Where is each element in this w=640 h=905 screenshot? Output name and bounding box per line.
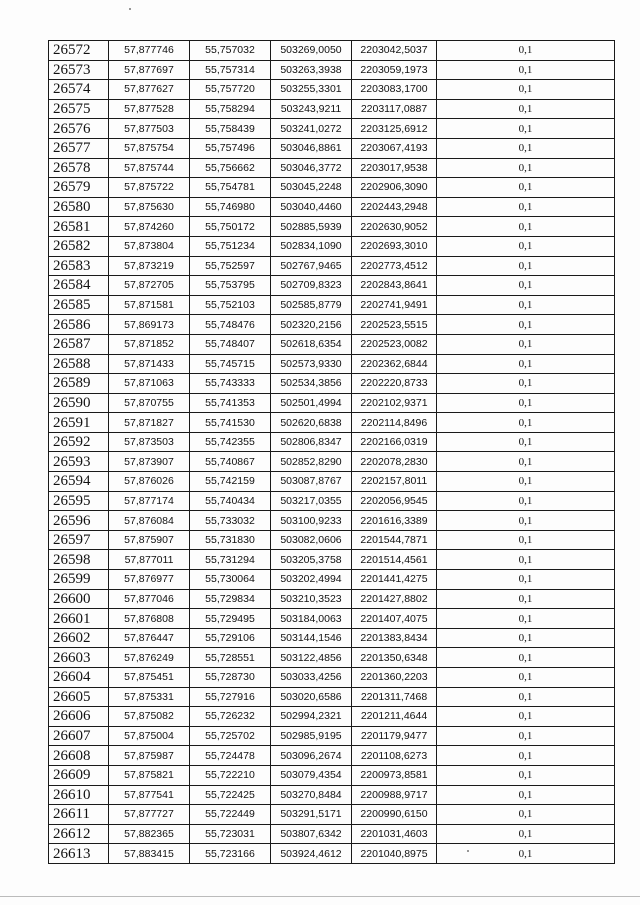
longitude-cell: 55,742355 <box>190 432 271 452</box>
latitude-cell: 57,871852 <box>109 334 190 354</box>
point-number-cell: 26604 <box>49 668 109 688</box>
accuracy-cell: 0,1 <box>437 354 615 374</box>
y-coordinate-cell: 2202693,3010 <box>352 236 437 256</box>
accuracy-cell: 0,1 <box>437 217 615 237</box>
accuracy-cell: 0,1 <box>437 570 615 590</box>
point-number-cell: 26590 <box>49 393 109 413</box>
accuracy-cell: 0,1 <box>437 138 615 158</box>
accuracy-cell: 0,1 <box>437 668 615 688</box>
longitude-cell: 55,741530 <box>190 413 271 433</box>
point-number-cell: 26600 <box>49 589 109 609</box>
x-coordinate-cell: 503087,8767 <box>271 472 352 492</box>
y-coordinate-cell: 2202443,2948 <box>352 197 437 217</box>
x-coordinate-cell: 502534,3856 <box>271 374 352 394</box>
accuracy-cell: 0,1 <box>437 295 615 315</box>
accuracy-cell: 0,1 <box>437 746 615 766</box>
longitude-cell: 55,724478 <box>190 746 271 766</box>
table-row <box>49 413 615 433</box>
x-coordinate-cell: 503255,3301 <box>271 80 352 100</box>
latitude-cell: 57,871433 <box>109 354 190 374</box>
accuracy-cell: 0,1 <box>437 628 615 648</box>
table-row <box>49 197 615 217</box>
table-row <box>49 805 615 825</box>
point-number-cell: 26606 <box>49 707 109 727</box>
longitude-cell: 55,752103 <box>190 295 271 315</box>
y-coordinate-cell: 2201544,7871 <box>352 530 437 550</box>
latitude-cell: 57,876808 <box>109 609 190 629</box>
table-row <box>49 726 615 746</box>
longitude-cell: 55,741353 <box>190 393 271 413</box>
table-row <box>49 472 615 492</box>
accuracy-cell: 0,1 <box>437 785 615 805</box>
table-row <box>49 99 615 119</box>
x-coordinate-cell: 503269,0050 <box>271 41 352 61</box>
table-row <box>49 80 615 100</box>
point-number-cell: 26605 <box>49 687 109 707</box>
y-coordinate-cell: 2201383,8434 <box>352 628 437 648</box>
y-coordinate-cell: 2202741,9491 <box>352 295 437 315</box>
point-number-cell: 26595 <box>49 491 109 511</box>
accuracy-cell: 0,1 <box>437 530 615 550</box>
point-number-cell: 26576 <box>49 119 109 139</box>
point-number-cell: 26602 <box>49 628 109 648</box>
y-coordinate-cell: 2203067,4193 <box>352 138 437 158</box>
table-row <box>49 824 615 844</box>
table-row <box>49 236 615 256</box>
y-coordinate-cell: 2203125,6912 <box>352 119 437 139</box>
x-coordinate-cell: 503243,9211 <box>271 99 352 119</box>
latitude-cell: 57,875630 <box>109 197 190 217</box>
accuracy-cell: 0,1 <box>437 452 615 472</box>
latitude-cell: 57,869173 <box>109 315 190 335</box>
latitude-cell: 57,882365 <box>109 824 190 844</box>
x-coordinate-cell: 502501,4994 <box>271 393 352 413</box>
table-row <box>49 138 615 158</box>
longitude-cell: 55,740434 <box>190 491 271 511</box>
table-row <box>49 765 615 785</box>
longitude-cell: 55,729495 <box>190 609 271 629</box>
x-coordinate-cell: 503202,4994 <box>271 570 352 590</box>
point-number-cell: 26581 <box>49 217 109 237</box>
x-coordinate-cell: 503924,4612 <box>271 844 352 864</box>
x-coordinate-cell: 502852,8290 <box>271 452 352 472</box>
accuracy-cell: 0,1 <box>437 374 615 394</box>
longitude-cell: 55,722449 <box>190 805 271 825</box>
table-row <box>49 41 615 61</box>
accuracy-cell: 0,1 <box>437 844 615 864</box>
latitude-cell: 57,877697 <box>109 60 190 80</box>
longitude-cell: 55,757032 <box>190 41 271 61</box>
latitude-cell: 57,871827 <box>109 413 190 433</box>
longitude-cell: 55,723031 <box>190 824 271 844</box>
table-row <box>49 628 615 648</box>
table-row <box>49 158 615 178</box>
accuracy-cell: 0,1 <box>437 707 615 727</box>
latitude-cell: 57,877503 <box>109 119 190 139</box>
point-number-cell: 26607 <box>49 726 109 746</box>
y-coordinate-cell: 2201441,4275 <box>352 570 437 590</box>
y-coordinate-cell: 2201211,4644 <box>352 707 437 727</box>
x-coordinate-cell: 502994,2321 <box>271 707 352 727</box>
point-number-cell: 26584 <box>49 276 109 296</box>
table-row <box>49 217 615 237</box>
x-coordinate-cell: 503046,3772 <box>271 158 352 178</box>
y-coordinate-cell: 2201407,4075 <box>352 609 437 629</box>
longitude-cell: 55,757314 <box>190 60 271 80</box>
latitude-cell: 57,883415 <box>109 844 190 864</box>
point-number-cell: 26582 <box>49 236 109 256</box>
y-coordinate-cell: 2200990,6150 <box>352 805 437 825</box>
table-row <box>49 785 615 805</box>
scan-speck <box>129 8 131 10</box>
point-number-cell: 26580 <box>49 197 109 217</box>
x-coordinate-cell: 502767,9465 <box>271 256 352 276</box>
longitude-cell: 55,726232 <box>190 707 271 727</box>
y-coordinate-cell: 2202362,6844 <box>352 354 437 374</box>
coordinates-table-body <box>49 41 615 864</box>
table-row <box>49 452 615 472</box>
table-row <box>49 511 615 531</box>
y-coordinate-cell: 2201514,4561 <box>352 550 437 570</box>
latitude-cell: 57,877541 <box>109 785 190 805</box>
x-coordinate-cell: 503807,6342 <box>271 824 352 844</box>
x-coordinate-cell: 502806,8347 <box>271 432 352 452</box>
latitude-cell: 57,875754 <box>109 138 190 158</box>
longitude-cell: 55,740867 <box>190 452 271 472</box>
y-coordinate-cell: 2202114,8496 <box>352 413 437 433</box>
latitude-cell: 57,873219 <box>109 256 190 276</box>
table-row <box>49 354 615 374</box>
x-coordinate-cell: 503096,2674 <box>271 746 352 766</box>
x-coordinate-cell: 503079,4354 <box>271 765 352 785</box>
table-row <box>49 707 615 727</box>
accuracy-cell: 0,1 <box>437 178 615 198</box>
accuracy-cell: 0,1 <box>437 472 615 492</box>
point-number-cell: 26578 <box>49 158 109 178</box>
y-coordinate-cell: 2202102,9371 <box>352 393 437 413</box>
accuracy-cell: 0,1 <box>437 41 615 61</box>
table-row <box>49 178 615 198</box>
table-row <box>49 374 615 394</box>
x-coordinate-cell: 502985,9195 <box>271 726 352 746</box>
longitude-cell: 55,723166 <box>190 844 271 864</box>
longitude-cell: 55,750172 <box>190 217 271 237</box>
latitude-cell: 57,873503 <box>109 432 190 452</box>
latitude-cell: 57,876249 <box>109 648 190 668</box>
accuracy-cell: 0,1 <box>437 726 615 746</box>
y-coordinate-cell: 2202523,0082 <box>352 334 437 354</box>
accuracy-cell: 0,1 <box>437 315 615 335</box>
point-number-cell: 26588 <box>49 354 109 374</box>
latitude-cell: 57,875744 <box>109 158 190 178</box>
longitude-cell: 55,753795 <box>190 276 271 296</box>
longitude-cell: 55,756662 <box>190 158 271 178</box>
latitude-cell: 57,874260 <box>109 217 190 237</box>
y-coordinate-cell: 2200973,8581 <box>352 765 437 785</box>
accuracy-cell: 0,1 <box>437 158 615 178</box>
longitude-cell: 55,722425 <box>190 785 271 805</box>
point-number-cell: 26589 <box>49 374 109 394</box>
x-coordinate-cell: 503045,2248 <box>271 178 352 198</box>
accuracy-cell: 0,1 <box>437 648 615 668</box>
point-number-cell: 26575 <box>49 99 109 119</box>
point-number-cell: 26579 <box>49 178 109 198</box>
latitude-cell: 57,877727 <box>109 805 190 825</box>
x-coordinate-cell: 502709,8323 <box>271 276 352 296</box>
point-number-cell: 26591 <box>49 413 109 433</box>
point-number-cell: 26599 <box>49 570 109 590</box>
x-coordinate-cell: 503184,0063 <box>271 609 352 629</box>
table-row <box>49 276 615 296</box>
y-coordinate-cell: 2202773,4512 <box>352 256 437 276</box>
accuracy-cell: 0,1 <box>437 687 615 707</box>
longitude-cell: 55,729834 <box>190 589 271 609</box>
point-number-cell: 26608 <box>49 746 109 766</box>
point-number-cell: 26587 <box>49 334 109 354</box>
x-coordinate-cell: 503291,5171 <box>271 805 352 825</box>
latitude-cell: 57,873907 <box>109 452 190 472</box>
point-number-cell: 26573 <box>49 60 109 80</box>
longitude-cell: 55,752597 <box>190 256 271 276</box>
y-coordinate-cell: 2201311,7468 <box>352 687 437 707</box>
longitude-cell: 55,728730 <box>190 668 271 688</box>
longitude-cell: 55,729106 <box>190 628 271 648</box>
longitude-cell: 55,758439 <box>190 119 271 139</box>
accuracy-cell: 0,1 <box>437 60 615 80</box>
longitude-cell: 55,731294 <box>190 550 271 570</box>
table-row <box>49 648 615 668</box>
x-coordinate-cell: 502834,1090 <box>271 236 352 256</box>
y-coordinate-cell: 2203117,0887 <box>352 99 437 119</box>
latitude-cell: 57,873804 <box>109 236 190 256</box>
latitude-cell: 57,876977 <box>109 570 190 590</box>
accuracy-cell: 0,1 <box>437 236 615 256</box>
y-coordinate-cell: 2203083,1700 <box>352 80 437 100</box>
x-coordinate-cell: 503040,4460 <box>271 197 352 217</box>
x-coordinate-cell: 503020,6586 <box>271 687 352 707</box>
x-coordinate-cell: 503217,0355 <box>271 491 352 511</box>
point-number-cell: 26585 <box>49 295 109 315</box>
latitude-cell: 57,872705 <box>109 276 190 296</box>
y-coordinate-cell: 2201350,6348 <box>352 648 437 668</box>
longitude-cell: 55,733032 <box>190 511 271 531</box>
x-coordinate-cell: 503210,3523 <box>271 589 352 609</box>
y-coordinate-cell: 2203042,5037 <box>352 41 437 61</box>
table-row <box>49 550 615 570</box>
y-coordinate-cell: 2201108,6273 <box>352 746 437 766</box>
y-coordinate-cell: 2202157,8011 <box>352 472 437 492</box>
y-coordinate-cell: 2201179,9477 <box>352 726 437 746</box>
latitude-cell: 57,877627 <box>109 80 190 100</box>
y-coordinate-cell: 2201360,2203 <box>352 668 437 688</box>
accuracy-cell: 0,1 <box>437 276 615 296</box>
table-row <box>49 432 615 452</box>
accuracy-cell: 0,1 <box>437 805 615 825</box>
point-number-cell: 26611 <box>49 805 109 825</box>
accuracy-cell: 0,1 <box>437 589 615 609</box>
x-coordinate-cell: 502573,9330 <box>271 354 352 374</box>
longitude-cell: 55,757496 <box>190 138 271 158</box>
latitude-cell: 57,877746 <box>109 41 190 61</box>
accuracy-cell: 0,1 <box>437 765 615 785</box>
x-coordinate-cell: 503263,3938 <box>271 60 352 80</box>
longitude-cell: 55,746980 <box>190 197 271 217</box>
table-row <box>49 256 615 276</box>
point-number-cell: 26598 <box>49 550 109 570</box>
accuracy-cell: 0,1 <box>437 99 615 119</box>
latitude-cell: 57,876026 <box>109 472 190 492</box>
longitude-cell: 55,725702 <box>190 726 271 746</box>
x-coordinate-cell: 503100,9233 <box>271 511 352 531</box>
x-coordinate-cell: 503082,0606 <box>271 530 352 550</box>
y-coordinate-cell: 2202906,3090 <box>352 178 437 198</box>
latitude-cell: 57,875451 <box>109 668 190 688</box>
point-number-cell: 26610 <box>49 785 109 805</box>
accuracy-cell: 0,1 <box>437 824 615 844</box>
latitude-cell: 57,875082 <box>109 707 190 727</box>
longitude-cell: 55,745715 <box>190 354 271 374</box>
x-coordinate-cell: 503046,8861 <box>271 138 352 158</box>
point-number-cell: 26613 <box>49 844 109 864</box>
table-row <box>49 687 615 707</box>
point-number-cell: 26609 <box>49 765 109 785</box>
coordinates-table <box>48 40 615 864</box>
latitude-cell: 57,871581 <box>109 295 190 315</box>
table-row <box>49 609 615 629</box>
table-row <box>49 844 615 864</box>
longitude-cell: 55,727916 <box>190 687 271 707</box>
accuracy-cell: 0,1 <box>437 550 615 570</box>
accuracy-cell: 0,1 <box>437 334 615 354</box>
x-coordinate-cell: 503144,1546 <box>271 628 352 648</box>
table-row <box>49 668 615 688</box>
y-coordinate-cell: 2203017,9538 <box>352 158 437 178</box>
x-coordinate-cell: 503270,8484 <box>271 785 352 805</box>
x-coordinate-cell: 502585,8779 <box>271 295 352 315</box>
point-number-cell: 26574 <box>49 80 109 100</box>
latitude-cell: 57,871063 <box>109 374 190 394</box>
longitude-cell: 55,731830 <box>190 530 271 550</box>
longitude-cell: 55,743333 <box>190 374 271 394</box>
latitude-cell: 57,875821 <box>109 765 190 785</box>
y-coordinate-cell: 2202843,8641 <box>352 276 437 296</box>
longitude-cell: 55,730064 <box>190 570 271 590</box>
latitude-cell: 57,877528 <box>109 99 190 119</box>
point-number-cell: 26586 <box>49 315 109 335</box>
x-coordinate-cell: 502620,6838 <box>271 413 352 433</box>
accuracy-cell: 0,1 <box>437 609 615 629</box>
accuracy-cell: 0,1 <box>437 393 615 413</box>
y-coordinate-cell: 2202220,8733 <box>352 374 437 394</box>
y-coordinate-cell: 2201427,8802 <box>352 589 437 609</box>
point-number-cell: 26612 <box>49 824 109 844</box>
accuracy-cell: 0,1 <box>437 491 615 511</box>
y-coordinate-cell: 2202078,2830 <box>352 452 437 472</box>
x-coordinate-cell: 502885,5939 <box>271 217 352 237</box>
point-number-cell: 26577 <box>49 138 109 158</box>
table-row <box>49 334 615 354</box>
x-coordinate-cell: 503122,4856 <box>271 648 352 668</box>
y-coordinate-cell: 2202630,9052 <box>352 217 437 237</box>
accuracy-cell: 0,1 <box>437 80 615 100</box>
latitude-cell: 57,876447 <box>109 628 190 648</box>
x-coordinate-cell: 503033,4256 <box>271 668 352 688</box>
accuracy-cell: 0,1 <box>437 413 615 433</box>
table-row <box>49 746 615 766</box>
longitude-cell: 55,751234 <box>190 236 271 256</box>
longitude-cell: 55,728551 <box>190 648 271 668</box>
table-row <box>49 589 615 609</box>
longitude-cell: 55,748476 <box>190 315 271 335</box>
latitude-cell: 57,877011 <box>109 550 190 570</box>
y-coordinate-cell: 2201040,8975 <box>352 844 437 864</box>
accuracy-cell: 0,1 <box>437 197 615 217</box>
point-number-cell: 26572 <box>49 41 109 61</box>
latitude-cell: 57,877046 <box>109 589 190 609</box>
longitude-cell: 55,758294 <box>190 99 271 119</box>
point-number-cell: 26594 <box>49 472 109 492</box>
latitude-cell: 57,875907 <box>109 530 190 550</box>
x-coordinate-cell: 502320,2156 <box>271 315 352 335</box>
table-row <box>49 530 615 550</box>
x-coordinate-cell: 503205,3758 <box>271 550 352 570</box>
point-number-cell: 26597 <box>49 530 109 550</box>
point-number-cell: 26603 <box>49 648 109 668</box>
accuracy-cell: 0,1 <box>437 119 615 139</box>
longitude-cell: 55,722210 <box>190 765 271 785</box>
table-row <box>49 570 615 590</box>
y-coordinate-cell: 2201031,4603 <box>352 824 437 844</box>
x-coordinate-cell: 503241,0272 <box>271 119 352 139</box>
y-coordinate-cell: 2202166,0319 <box>352 432 437 452</box>
longitude-cell: 55,748407 <box>190 334 271 354</box>
longitude-cell: 55,754781 <box>190 178 271 198</box>
latitude-cell: 57,877174 <box>109 491 190 511</box>
latitude-cell: 57,875987 <box>109 746 190 766</box>
latitude-cell: 57,875331 <box>109 687 190 707</box>
point-number-cell: 26592 <box>49 432 109 452</box>
x-coordinate-cell: 502618,6354 <box>271 334 352 354</box>
y-coordinate-cell: 2203059,1973 <box>352 60 437 80</box>
point-number-cell: 26596 <box>49 511 109 531</box>
table-row <box>49 393 615 413</box>
latitude-cell: 57,875722 <box>109 178 190 198</box>
point-number-cell: 26601 <box>49 609 109 629</box>
accuracy-cell: 0,1 <box>437 256 615 276</box>
point-number-cell: 26593 <box>49 452 109 472</box>
latitude-cell: 57,876084 <box>109 511 190 531</box>
longitude-cell: 55,742159 <box>190 472 271 492</box>
table-row <box>49 491 615 511</box>
table-row <box>49 295 615 315</box>
table-row <box>49 119 615 139</box>
accuracy-cell: 0,1 <box>437 511 615 531</box>
longitude-cell: 55,757720 <box>190 80 271 100</box>
point-number-cell: 26583 <box>49 256 109 276</box>
y-coordinate-cell: 2202056,9545 <box>352 491 437 511</box>
y-coordinate-cell: 2202523,5515 <box>352 315 437 335</box>
table-row <box>49 60 615 80</box>
accuracy-cell: 0,1 <box>437 432 615 452</box>
latitude-cell: 57,870755 <box>109 393 190 413</box>
y-coordinate-cell: 2200988,9717 <box>352 785 437 805</box>
latitude-cell: 57,875004 <box>109 726 190 746</box>
table-row <box>49 315 615 335</box>
y-coordinate-cell: 2201616,3389 <box>352 511 437 531</box>
scan-bottom-edge <box>0 896 640 897</box>
